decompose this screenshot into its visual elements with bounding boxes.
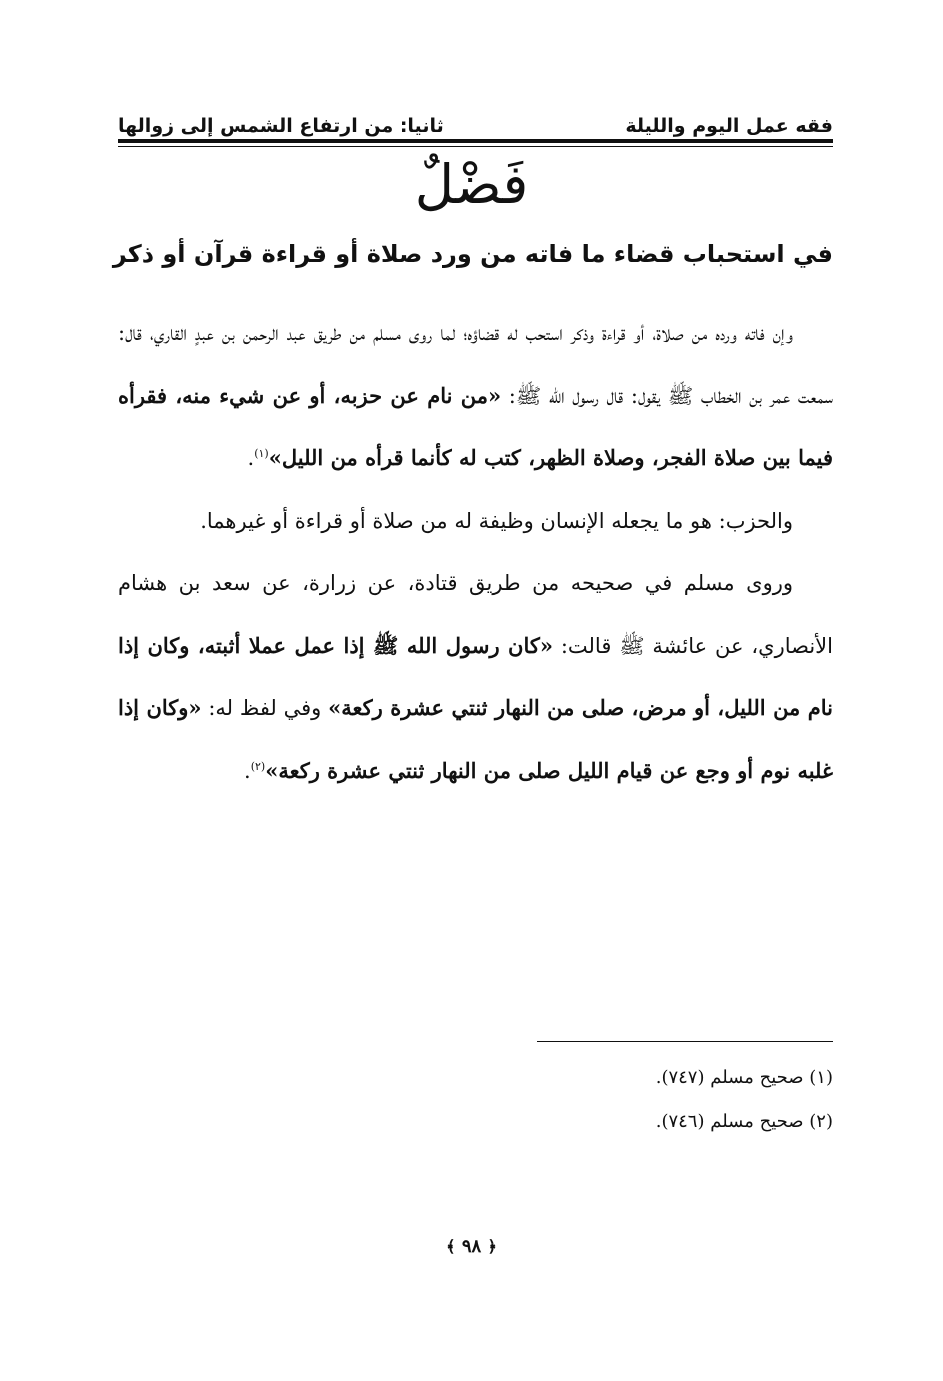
paragraph-1-end: . [247,446,255,470]
page-number-ornament-left: ﴾ [446,1237,456,1256]
footnote-1: (١) صحيح مسلم (٧٤٧). [655,1067,833,1088]
paragraph-3-mid: وفي لفظ له: [201,696,329,720]
hadith-quote-1: «من نام عن حزبه، أو عن شيء منه، فقرأه فيما بين صلاة الفجر، وصلاة الظهر، كتب له كأنما قرأه من الليل» [118,382,833,470]
page-number-ornament-right: ﴿ [487,1237,497,1256]
chapter-subtitle: في استحباب قضاء ما فاته من ورد صلاة أو قراءة قرآن أو ذكر [112,240,833,268]
footnote-separator [537,1041,833,1042]
hadith-quote-3: «وكان إذا غلبه نوم أو وجع عن قيام الليل صلى من النهار ثنتي عشرة ركعة» [118,695,833,783]
book-title: فقه عمل اليوم والليلة [625,115,833,137]
footnote-ref-2: (٢) [250,759,266,773]
paragraph-3-intro: وروى مسلم في صحيحه من طريق قتادة، عن زرارة، عن سعد بن هشام الأنصاري، عن عائشة ﷺ قالت: [118,571,833,658]
running-header [118,106,833,140]
paragraph-3 [118,552,833,802]
footnotes [118,1056,833,1144]
page-number-value: ٩٨ [461,1236,482,1257]
hadith-quote-2: «كان رسول الله ﷺ إذا عمل عملا أثبته، وكان إذا نام من الليل، أو مرض، صلى من النهار ثنتي عشرة ركعة» [118,632,833,720]
footnote-ref-1: (١) [254,447,269,460]
main-text [118,302,833,802]
header-rule-thin [118,146,833,147]
paragraph-1 [118,302,833,490]
chapter-ornament-title: فَضْلٌ [414,153,529,216]
section-title: ثانيا: من ارتفاع الشمس إلى زوالها [118,115,444,137]
paragraph-2: والحزب: هو ما يجعله الإنسان وظيفة له من صلاة أو قراءة أو غيرهما. [200,508,793,533]
page-number [0,1232,943,1262]
header-rule-thick [118,139,833,143]
paragraph-3-end: . [244,758,251,783]
footnote-2: (٢) صحيح مسلم (٧٤٦). [655,1111,833,1132]
paragraph-1-intro: وإن فاته ورده من صلاة، أو قراءة وذكر استحب له قضاؤه؛ لما روى مسلم من طريق عبد الرحمن بن عبدٍ القاري، قال: سمعت عمر بن الخطاب ﷺ يقول: قال رسول الله ﷺ: [118,321,834,408]
